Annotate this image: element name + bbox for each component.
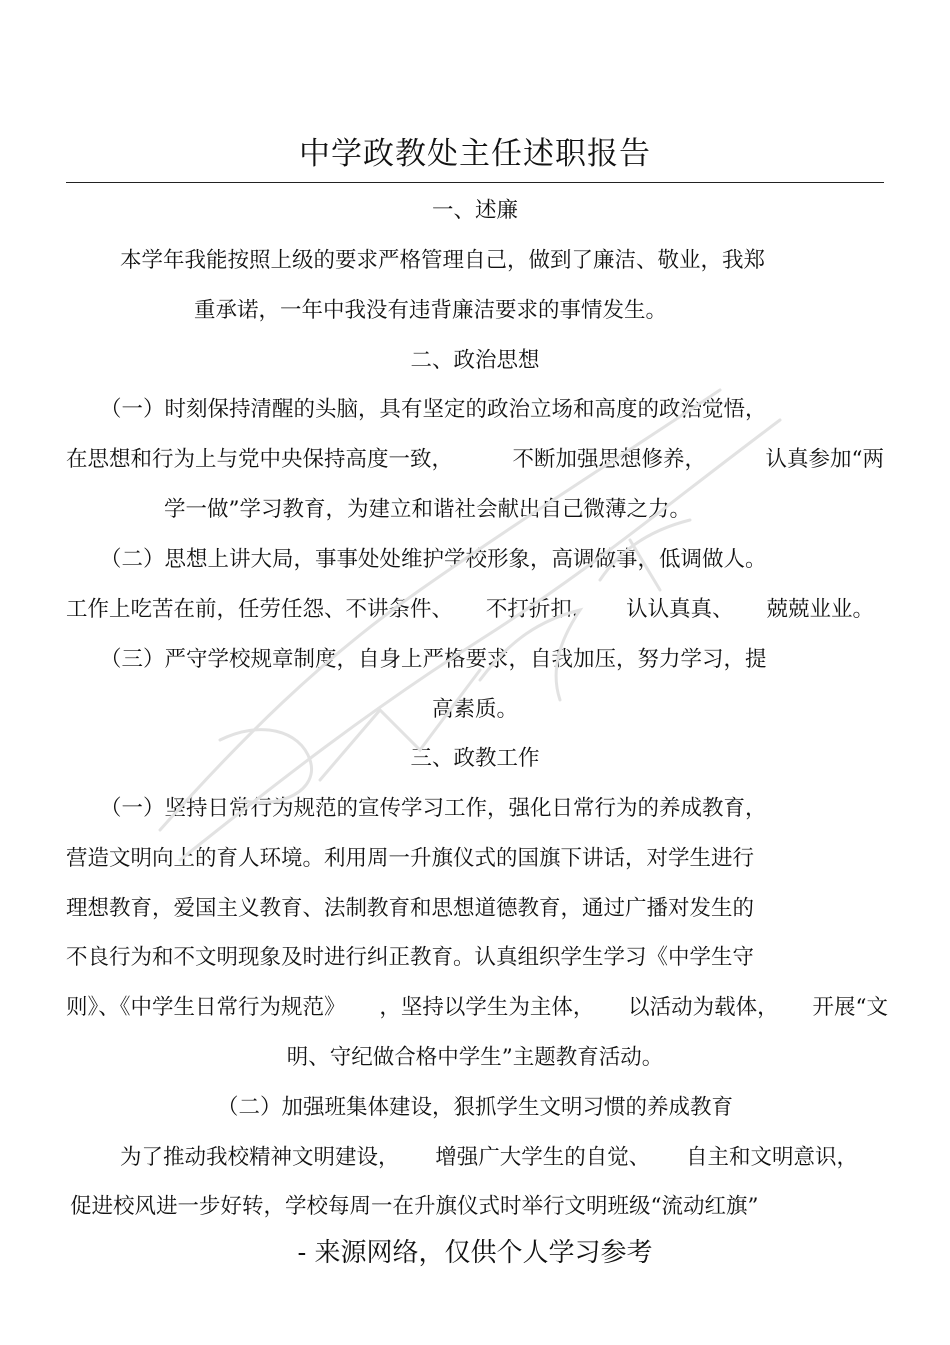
paragraph-line: 不良行为和不文明现象及时进行纠正教育。认真组织学生学习《中学生守: [66, 945, 755, 970]
section-heading-1: 一、述廉: [431, 198, 518, 223]
title-divider: [66, 182, 884, 183]
text-segment: 在思想和行为上与党中央保持高度一致，: [66, 447, 454, 472]
document-title: 中学政教处主任述职报告: [299, 136, 651, 172]
text-segment: ，坚持以学生为主体，: [379, 995, 595, 1020]
text-segment: 工作上吃苦在前，任劳任怨、不讲条件、: [66, 597, 454, 622]
source-footer: - 来源网络，仅供个人学习参考: [297, 1238, 653, 1268]
paragraph-line: [120, 1143, 858, 1173]
text-segment: 兢兢业业。: [766, 597, 874, 622]
text-segment: 开展“文: [812, 995, 888, 1020]
subsection-heading: （二）加强班集体建设，狠抓学生文明习惯的养成教育: [216, 1095, 733, 1120]
paragraph-line: [66, 445, 884, 475]
text-segment: 自主和文明意识，: [685, 1145, 858, 1170]
text-segment: 为了推动我校精神文明建设，: [120, 1145, 400, 1170]
paragraph-line: [66, 993, 888, 1023]
paragraph-line: 本学年我能按照上级的要求严格管理自己，做到了廉洁、敬业，我郑: [120, 248, 766, 273]
section-heading-2: 二、政治思想: [410, 348, 540, 373]
paragraph-line: （一）时刻保持清醒的头脑，具有坚定的政治立场和高度的政治觉悟，: [100, 397, 767, 422]
text-segment: 则》、《中学生日常行为规范》: [66, 995, 346, 1020]
text-segment: 不断加强思想修养，: [512, 447, 707, 472]
text-segment: 不打折扣，: [485, 597, 594, 622]
paragraph-line: 促进校风进一步好转，学校每周一在升旗仪式时举行文明班级“流动红旗”: [70, 1194, 759, 1219]
paragraph-line: 营造文明向上的育人环境。利用周一升旗仪式的国旗下讲话，对学生进行: [66, 846, 755, 871]
paragraph-line: 学一做”学习教育，为建立和谐社会献出自己微薄之力。: [164, 497, 691, 522]
text-segment: 增强广大学生的自觉、: [435, 1145, 651, 1170]
paragraph-line: （二）思想上讲大局，事事处处维护学校形象，高调做事，低调做人。: [100, 547, 767, 572]
section-heading-3: 三、政教工作: [410, 746, 540, 771]
paragraph-line: 高素质。: [431, 697, 518, 722]
text-segment: 以活动为载体，: [628, 995, 779, 1020]
paragraph-line: [66, 595, 874, 625]
text-segment: 认认真真、: [626, 597, 734, 622]
paragraph-line: （三）严守学校规章制度，自身上严格要求，自我加压，努力学习，提: [100, 647, 767, 672]
paragraph-line: 明、守纪做合格中学生”主题教育活动。: [286, 1045, 664, 1070]
text-segment: 认真参加“两: [765, 447, 884, 472]
paragraph-line: 重承诺，一年中我没有违背廉洁要求的事情发生。: [194, 298, 668, 323]
paragraph-line: （一）坚持日常行为规范的宣传学习工作，强化日常行为的养成教育，: [100, 796, 767, 821]
paragraph-line: 理想教育，爱国主义教育、法制教育和思想道德教育，通过广播对发生的: [66, 896, 755, 921]
